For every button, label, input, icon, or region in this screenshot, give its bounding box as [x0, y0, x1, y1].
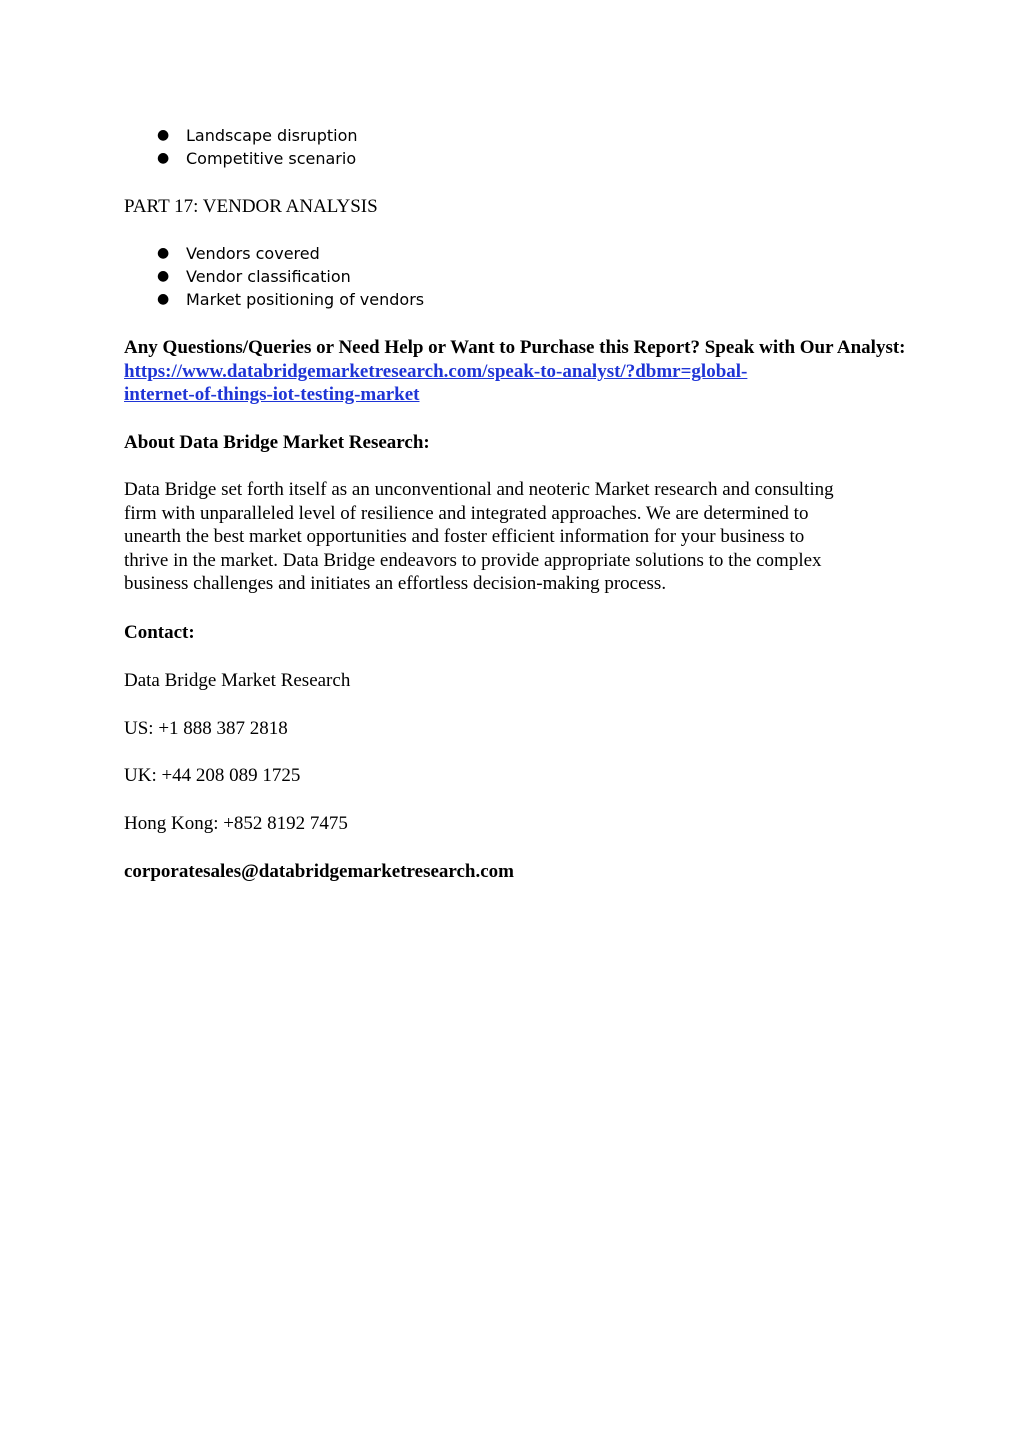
about-line: business challenges and initiates an effortless decision-making process.	[124, 573, 667, 594]
list-item: ● Landscape disruption	[157, 126, 358, 145]
cta-prompt: Any Questions/Queries or Need Help or Want to Purchase this Report? Speak with Our Analyst:	[124, 337, 906, 358]
bullet-icon: ●	[157, 291, 170, 307]
list-item: ● Vendors covered	[157, 244, 320, 263]
about-line: thrive in the market. Data Bridge endeavors to provide appropriate solutions to the complex	[124, 549, 822, 571]
analyst-link[interactable]: https://www.databridgemarketresearch.com/speak-to-analyst/?dbmr=global-	[124, 360, 748, 382]
list-item: ● Competitive scenario	[157, 149, 357, 168]
bullet-icon: ●	[157, 268, 170, 284]
contact-heading: Contact:	[124, 622, 195, 643]
list-item: ● Market positioning of vendors	[157, 290, 425, 309]
part17-heading: PART 17: VENDOR ANALYSIS	[124, 196, 378, 217]
bullet-icon: ●	[157, 245, 170, 261]
about-heading: About Data Bridge Market Research:	[124, 432, 430, 453]
bullet-list-top	[124, 124, 358, 170]
about-line: unearth the best market opportunities and foster efficient information for your business to	[124, 526, 805, 547]
bullet-icon: ●	[157, 150, 170, 166]
contact-phone-hk: Hong Kong: +852 8192 7475	[124, 813, 348, 834]
about-line: Data Bridge set forth itself as an unconventional and neoteric Market research and consulting	[124, 479, 834, 500]
contact-company: Data Bridge Market Research	[124, 670, 351, 691]
about-paragraph	[124, 478, 834, 596]
cta-paragraph	[124, 336, 914, 407]
about-line: firm with unparalleled level of resilience and integrated approaches. We are determined to	[124, 502, 809, 524]
bullet-list-vendors	[124, 242, 424, 311]
analyst-link-continued[interactable]: internet-of-things-iot-testing-market	[124, 384, 420, 405]
contact-email: corporatesales@databridgemarketresearch.com	[124, 861, 515, 882]
contact-phone-us: US: +1 888 387 2818	[124, 718, 288, 739]
list-item: ● Vendor classification	[157, 267, 351, 286]
bullet-icon: ●	[157, 127, 170, 143]
contact-phone-uk: UK: +44 208 089 1725	[124, 765, 301, 786]
